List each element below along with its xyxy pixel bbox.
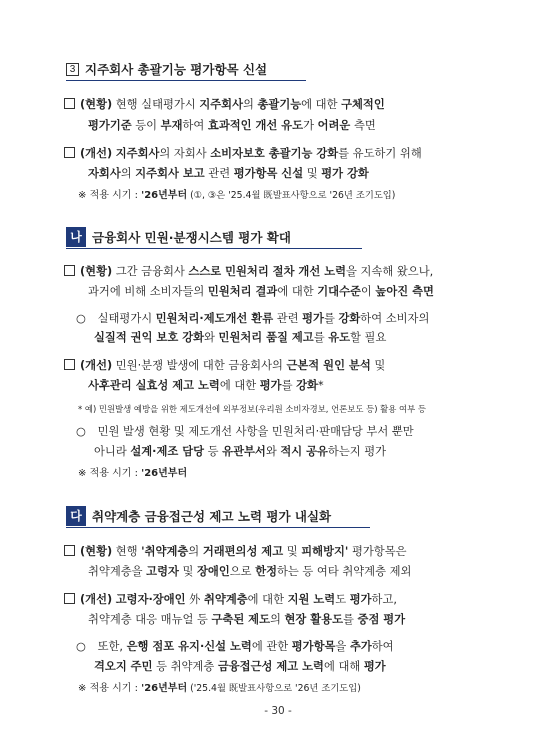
- section-underline: [66, 80, 306, 81]
- section-title: 금융회사 민원·분쟁시스템 평가 확대: [92, 230, 291, 245]
- square-bullet-icon: [64, 359, 75, 370]
- circle-bullet-icon: ○: [76, 640, 86, 653]
- paragraph-current-status-line1: (현황) 현행 실태평가시 지주회사의 총괄기능에 대한 구체적인: [64, 97, 385, 112]
- page-number: - 30 -: [264, 705, 292, 717]
- apply-timing-note: ※ 적용 시기 : '26년부터 ('25.4월 既발표사항으로 '26년 조기도입): [78, 683, 361, 694]
- section-title: 지주회사 총괄기능 평가항목 신설: [85, 62, 268, 77]
- paragraph-current-status-line2: 평가기준 등이 부재하여 효과적인 개선 유도가 어려운 측면: [88, 119, 376, 132]
- sub-point-line1: ○ 또한, 은행 점포 유지·신설 노력에 관한 평가항목을 추가하여: [76, 640, 394, 653]
- section-da-heading: [66, 506, 331, 526]
- paragraph-current-status-line1: (현황) 현행 '취약계층의 거래편의성 제고 및 피해방지' 평가항목은: [64, 544, 407, 559]
- section-title: 취약계층 금융접근성 제고 노력 평가 내실화: [92, 509, 332, 524]
- section-3-heading: [66, 60, 267, 78]
- paragraph-improvement-line2: 취약계층 대응 매뉴얼 등 구축된 제도의 현장 활용도를 중점 평가: [88, 613, 406, 626]
- square-bullet-icon: [64, 265, 75, 276]
- section-underline: [66, 527, 370, 528]
- footnote: * 예) 민원발생 예방을 위한 제도개선에 외부정보(우리원 소비자경보, 언론보도 등) 활용 여부 등: [78, 404, 426, 414]
- square-bullet-icon: [64, 545, 75, 556]
- sub-point-line2: 아니라 설계·제조 담당 등 유관부서와 적시 공유하는지 평가: [94, 445, 387, 458]
- sub-point-line1: ○ 민원 발생 현황 및 제도개선 사항을 민원처리·판매담당 부서 뿐만: [76, 425, 414, 438]
- paragraph-improvement-line1: (개선) 민원·분쟁 발생에 대한 금융회사의 근본적 원인 분석 및: [64, 358, 385, 373]
- paragraph-improvement-line2: 사후관리 실효성 제고 노력에 대한 평가를 강화*: [88, 379, 324, 392]
- paragraph-current-status-line2: 과거에 비해 소비자들의 민원처리 결과에 대한 기대수준이 높아진 측면: [88, 285, 434, 298]
- apply-timing-note: ※ 적용 시기 : '26년부터 (①, ③은 '25.4월 既발표사항으로 '26년 조기도입): [78, 190, 396, 201]
- section-na-heading: [66, 227, 291, 247]
- paragraph-current-status-line1: (현황) 그간 금융회사 스스로 민원처리 절차 개선 노력을 지속해 왔으나,: [64, 264, 433, 279]
- paragraph-improvement-line2: 자회사의 지주회사 보고 관련 평가항목 신설 및 평가 강화: [88, 167, 369, 180]
- circle-bullet-icon: ○: [76, 425, 86, 438]
- apply-timing-note: ※ 적용 시기 : '26년부터: [78, 468, 188, 479]
- sub-point-line2: 실질적 권익 보호 강화와 민원처리 품질 제고를 유도할 필요: [94, 331, 387, 344]
- paragraph-improvement-line1: (개선) 지주회사의 자회사 소비자보호 총괄기능 강화를 유도하기 위해: [64, 146, 422, 161]
- paragraph-current-status-line2: 취약계층을 고령자 및 장애인으로 한정하는 등 여타 취약계층 제외: [88, 565, 412, 578]
- sub-point-line1: ○ 실태평가시 민원처리·제도개선 환류 관련 평가를 강화하여 소비자의: [76, 312, 430, 325]
- section-number-box: 3: [66, 63, 79, 76]
- square-bullet-icon: [64, 147, 75, 158]
- section-badge: 나: [66, 227, 86, 247]
- square-bullet-icon: [64, 593, 75, 604]
- section-badge: 다: [66, 506, 86, 526]
- square-bullet-icon: [64, 98, 75, 109]
- paragraph-improvement-line1: (개선) 고령자·장애인 外 취약계층에 대한 지원 노력도 평가하고,: [64, 592, 397, 607]
- sub-point-line2: 격오지 주민 등 취약계층 금융접근성 제고 노력에 대해 평가: [94, 660, 386, 673]
- section-underline: [66, 248, 362, 249]
- circle-bullet-icon: ○: [76, 312, 86, 325]
